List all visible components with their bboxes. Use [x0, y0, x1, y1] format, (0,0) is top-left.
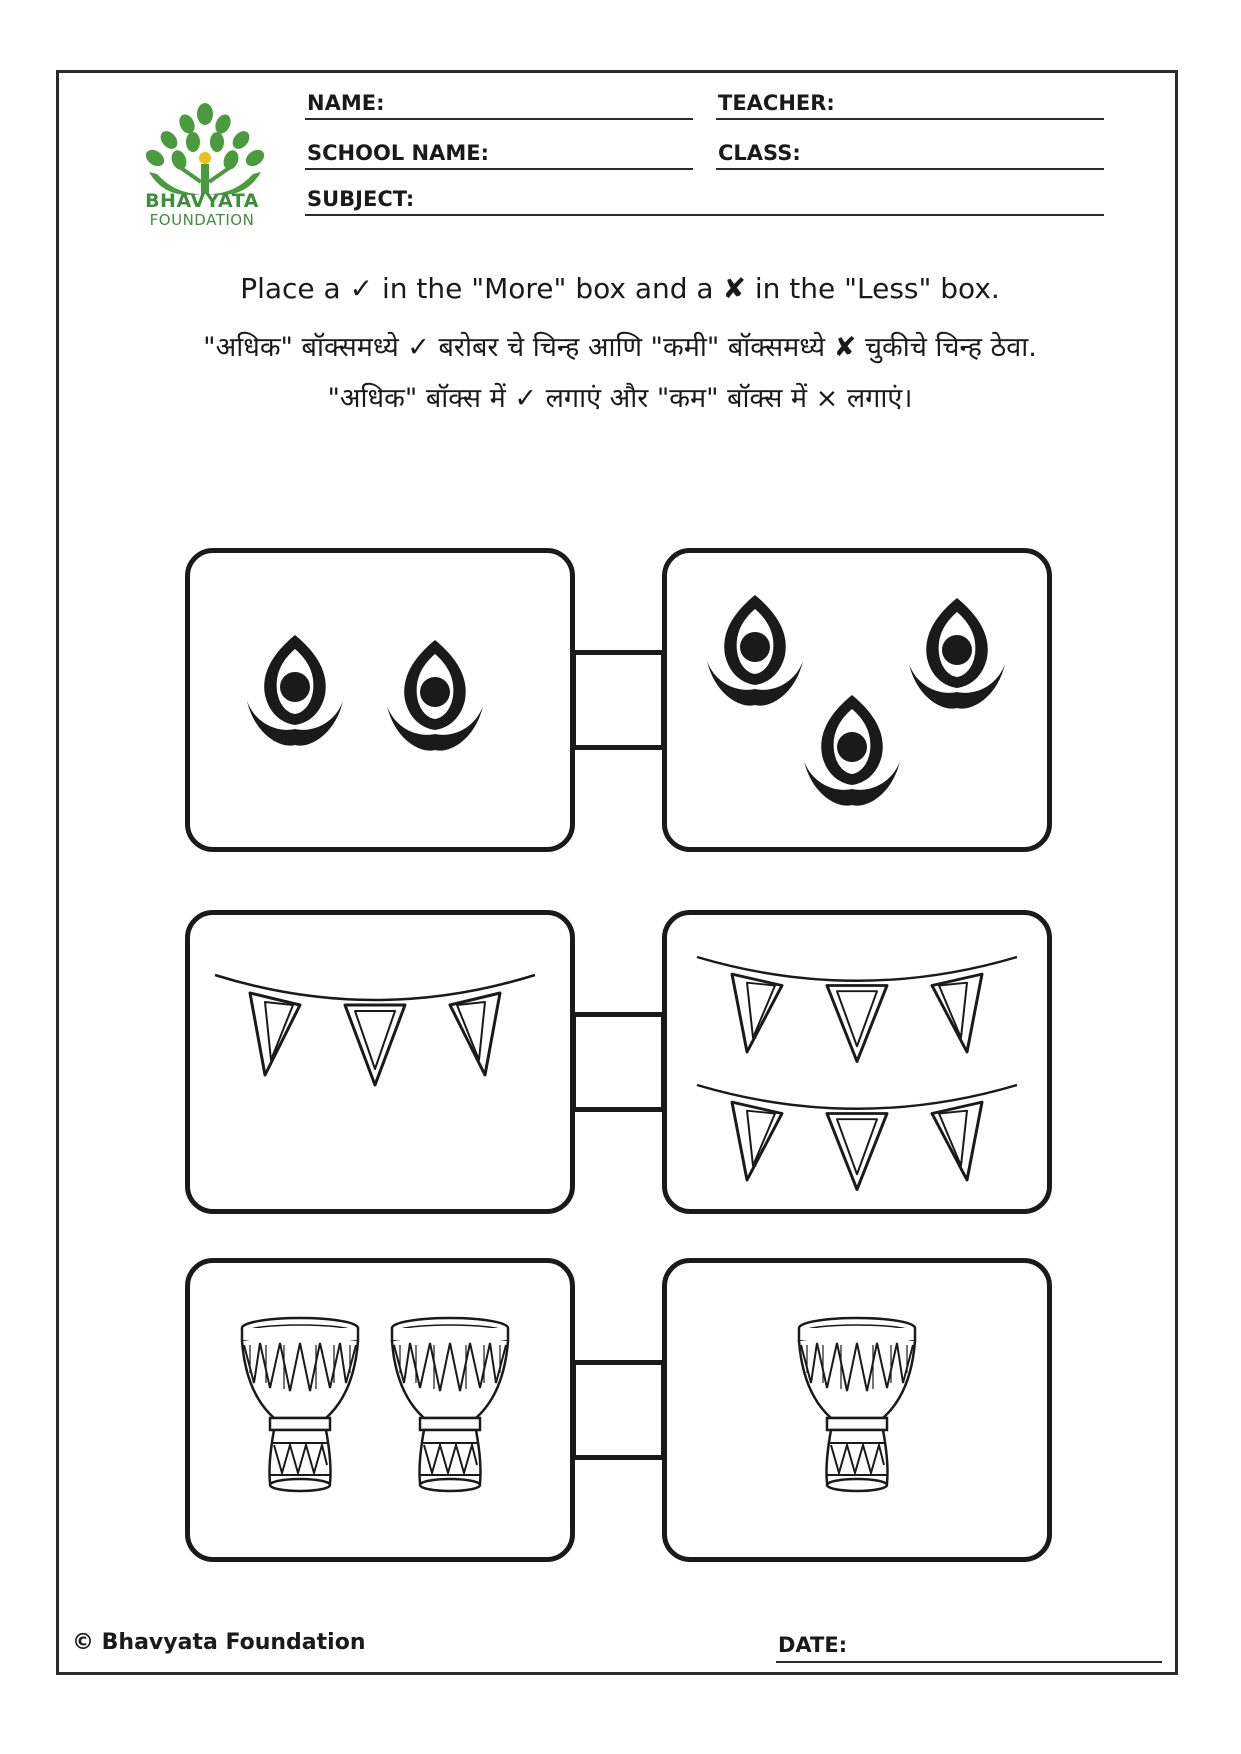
- subject-field[interactable]: [305, 184, 1104, 216]
- diya-icon: [707, 595, 803, 706]
- row1-left-picture-box: [185, 548, 575, 852]
- row1-answer-box[interactable]: [571, 650, 666, 750]
- subject-label: SUBJECT:: [307, 187, 415, 211]
- class-label: CLASS:: [718, 141, 801, 165]
- school-name-label: SCHOOL NAME:: [307, 141, 489, 165]
- logo-title: BHAVYATA: [145, 190, 259, 212]
- school-name-field[interactable]: [305, 138, 693, 170]
- row2-left-picture-box: [185, 910, 575, 1214]
- row3-left-picture-box: [185, 1258, 575, 1562]
- row1-right-picture-box: [662, 548, 1052, 852]
- instruction-hindi: "अधिक" बॉक्स में ✓ लगाएं और "कम" बॉक्स में × लगाएं।: [327, 383, 913, 414]
- copyright-text: © Bhavyata Foundation: [72, 1630, 366, 1655]
- row2-answer-box[interactable]: [571, 1012, 666, 1112]
- bunting-flag-icon: [697, 1085, 1017, 1190]
- class-field[interactable]: [716, 138, 1104, 170]
- instruction-english: Place a ✓ in the "More" box and a ✘ in the "Less" box.: [240, 272, 1000, 305]
- name-field[interactable]: [305, 88, 693, 120]
- row3-answer-box[interactable]: [571, 1360, 666, 1460]
- bunting-flag-icon: [215, 975, 535, 1085]
- djembe-drum-icon: [392, 1318, 508, 1491]
- teacher-field[interactable]: [716, 88, 1104, 120]
- name-label: NAME:: [307, 91, 385, 115]
- instruction-marathi: "अधिक" बॉक्समध्ये ✓ बरोबर चे चिन्ह आणि "कमी" बॉक्समध्ये ✘ चुकीचे चिन्ह ठेवा.: [203, 332, 1037, 363]
- row3-right-picture-box: [662, 1258, 1052, 1562]
- date-label: DATE:: [778, 1633, 848, 1657]
- diya-icon: [387, 640, 483, 751]
- date-field[interactable]: [776, 1627, 1162, 1663]
- djembe-drum-icon: [242, 1318, 358, 1491]
- row2-right-picture-box: [662, 910, 1052, 1214]
- diya-icon: [909, 598, 1005, 709]
- teacher-label: TEACHER:: [718, 91, 835, 115]
- logo-subtitle: FOUNDATION: [149, 211, 255, 229]
- bunting-flag-icon: [697, 957, 1017, 1062]
- djembe-drum-icon: [799, 1318, 915, 1491]
- diya-icon: [804, 695, 900, 806]
- diya-icon: [247, 635, 343, 746]
